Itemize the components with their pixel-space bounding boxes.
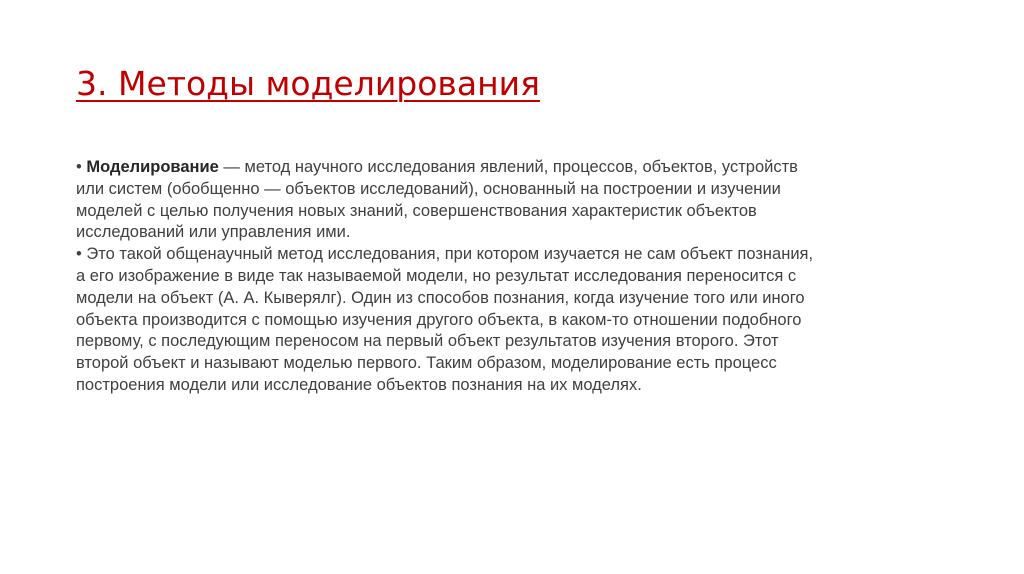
text-line: моделей с целью получения новых знаний, совершенствования характеристик объектов xyxy=(76,201,757,220)
bullet-marker: • xyxy=(76,245,82,264)
text-line: построения модели или исследование объектов познания на их моделях. xyxy=(76,375,642,394)
text-line: исследований или управления ими. xyxy=(76,223,351,242)
bullet-paragraph-1 xyxy=(76,157,976,244)
text-line xyxy=(76,244,976,266)
text-line: а его изображение в виде так называемой модели, но результат исследования переносится с xyxy=(76,266,797,285)
text-line: модели на объект (А. А. Кыверялг). Один из способов познания, когда изучение того или иного xyxy=(76,288,805,307)
text-line: объекта производится с помощью изучения другого объекта, в каком-то отношении подобного xyxy=(76,310,802,329)
slide-title: 3. Методы моделирования xyxy=(76,64,540,103)
slide-body xyxy=(76,157,976,397)
text-line xyxy=(76,157,976,179)
bullet-paragraph-2 xyxy=(76,244,976,397)
paragraph-text: Это такой общенаучный метод исследования, при котором изучается не сам объект познания, xyxy=(86,245,814,264)
text-line: первому, с последующим переносом на первый объект результатов изучения второго. Этот xyxy=(76,332,779,351)
term-modeling: Моделирование xyxy=(86,158,219,176)
bullet-marker: • xyxy=(76,158,82,176)
definition-text: — метод научного исследования явлений, процессов, объектов, устройств xyxy=(218,158,798,176)
text-line: второй объект и называют моделью первого. Таким образом, моделирование есть процесс xyxy=(76,354,777,373)
text-line: или систем (обобщенно — объектов исследований), основанный на построении и изучении xyxy=(76,179,781,198)
